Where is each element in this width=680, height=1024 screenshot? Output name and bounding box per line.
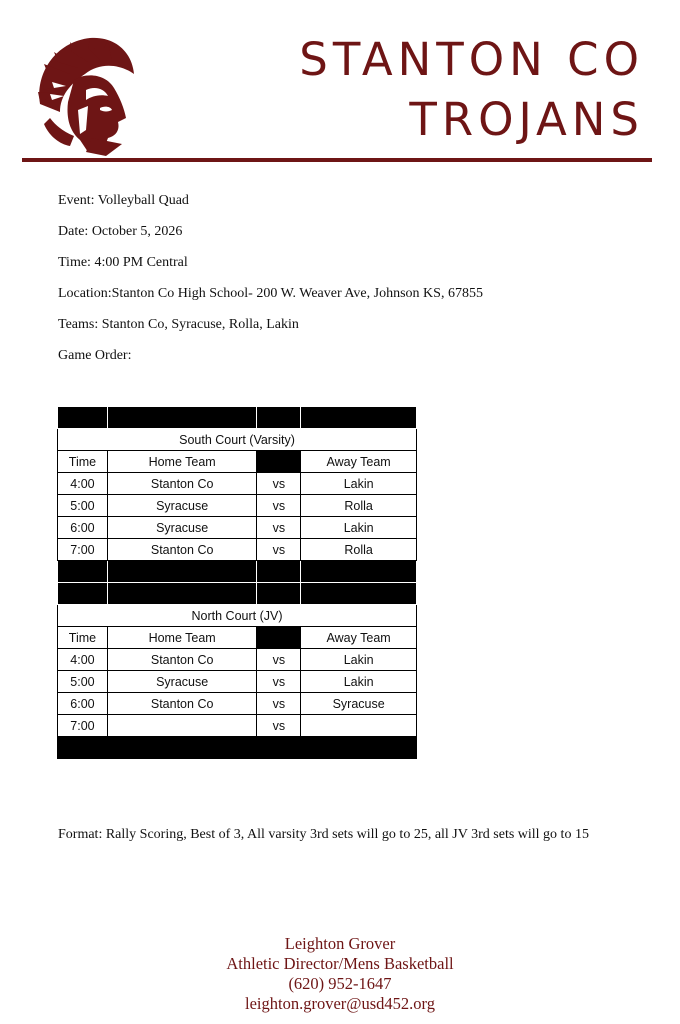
col-header-away: Away Team [301, 627, 417, 649]
vs-cell: vs [257, 649, 301, 671]
col-header-time: Time [58, 627, 108, 649]
vs-cell: vs [257, 693, 301, 715]
vs-cell: vs [257, 473, 301, 495]
home-team-cell: Stanton Co [107, 539, 257, 561]
home-team-cell [107, 715, 257, 737]
time-cell: 5:00 [58, 671, 108, 693]
time-cell: 6:00 [58, 517, 108, 539]
vs-cell: vs [257, 715, 301, 737]
away-team-cell: Lakin [301, 517, 417, 539]
home-team-cell: Syracuse [107, 495, 257, 517]
away-team-cell [301, 715, 417, 737]
time-cell: 4:00 [58, 473, 108, 495]
jv-title: North Court (JV) [58, 605, 417, 627]
table-row [58, 715, 417, 737]
away-team-cell: Lakin [301, 649, 417, 671]
black-spacer-row [58, 737, 417, 759]
col-header-vs [257, 627, 301, 649]
varsity-title-row [58, 429, 417, 451]
col-header-away: Away Team [301, 451, 417, 473]
away-team-cell: Lakin [301, 671, 417, 693]
col-header-home: Home Team [107, 627, 257, 649]
col-header-home: Home Team [107, 451, 257, 473]
school-name-line1: STANTON CO [299, 33, 644, 86]
away-team-cell: Lakin [301, 473, 417, 495]
jv-header-row [58, 627, 417, 649]
signature-block [0, 934, 680, 1014]
vs-cell: vs [257, 517, 301, 539]
header-divider [22, 158, 652, 162]
event-line: Event: Volleyball Quad [58, 193, 189, 208]
teams-line: Teams: Stanton Co, Syracuse, Rolla, Lakin [58, 317, 299, 332]
home-team-cell: Syracuse [107, 671, 257, 693]
table-row [58, 495, 417, 517]
away-team-cell: Rolla [301, 495, 417, 517]
time-line: Time: 4:00 PM Central [58, 255, 188, 270]
school-name [299, 30, 644, 150]
school-name-line2: TROJANS [409, 93, 644, 146]
signature-name: Leighton Grover [284, 934, 396, 953]
col-header-time: Time [58, 451, 108, 473]
varsity-header-row [58, 451, 417, 473]
date-line: Date: October 5, 2026 [58, 224, 183, 239]
vs-cell: vs [257, 539, 301, 561]
jv-title-row [58, 605, 417, 627]
away-team-cell: Rolla [301, 539, 417, 561]
format-note: Format: Rally Scoring, Best of 3, All varsity 3rd sets will go to 25, all JV 3rd sets will go to 15 [58, 827, 589, 842]
game-order-line: Game Order: [58, 348, 132, 363]
home-team-cell: Stanton Co [107, 473, 257, 495]
home-team-cell: Stanton Co [107, 693, 257, 715]
time-cell: 6:00 [58, 693, 108, 715]
vs-cell: vs [257, 495, 301, 517]
home-team-cell: Syracuse [107, 517, 257, 539]
signature-email: leighton.grover@usd452.org [245, 994, 435, 1013]
signature-title: Athletic Director/Mens Basketball [226, 954, 454, 973]
time-cell: 7:00 [58, 715, 108, 737]
table-row [58, 539, 417, 561]
schedule-table [57, 406, 417, 759]
table-row [58, 671, 417, 693]
location-line: Location:Stanton Co High School- 200 W. Weaver Ave, Johnson KS, 67855 [58, 286, 483, 301]
black-spacer-row [58, 561, 417, 583]
time-cell: 4:00 [58, 649, 108, 671]
table-row [58, 473, 417, 495]
black-spacer-row [58, 407, 417, 429]
varsity-title: South Court (Varsity) [58, 429, 417, 451]
time-cell: 7:00 [58, 539, 108, 561]
time-cell: 5:00 [58, 495, 108, 517]
signature-phone: (620) 952-1647 [288, 974, 392, 993]
home-team-cell: Stanton Co [107, 649, 257, 671]
trojan-helmet-icon [30, 34, 138, 156]
table-row [58, 517, 417, 539]
black-spacer-row [58, 583, 417, 605]
vs-cell: vs [257, 671, 301, 693]
table-row [58, 649, 417, 671]
col-header-vs [257, 451, 301, 473]
away-team-cell: Syracuse [301, 693, 417, 715]
event-info [58, 190, 483, 376]
table-row [58, 693, 417, 715]
